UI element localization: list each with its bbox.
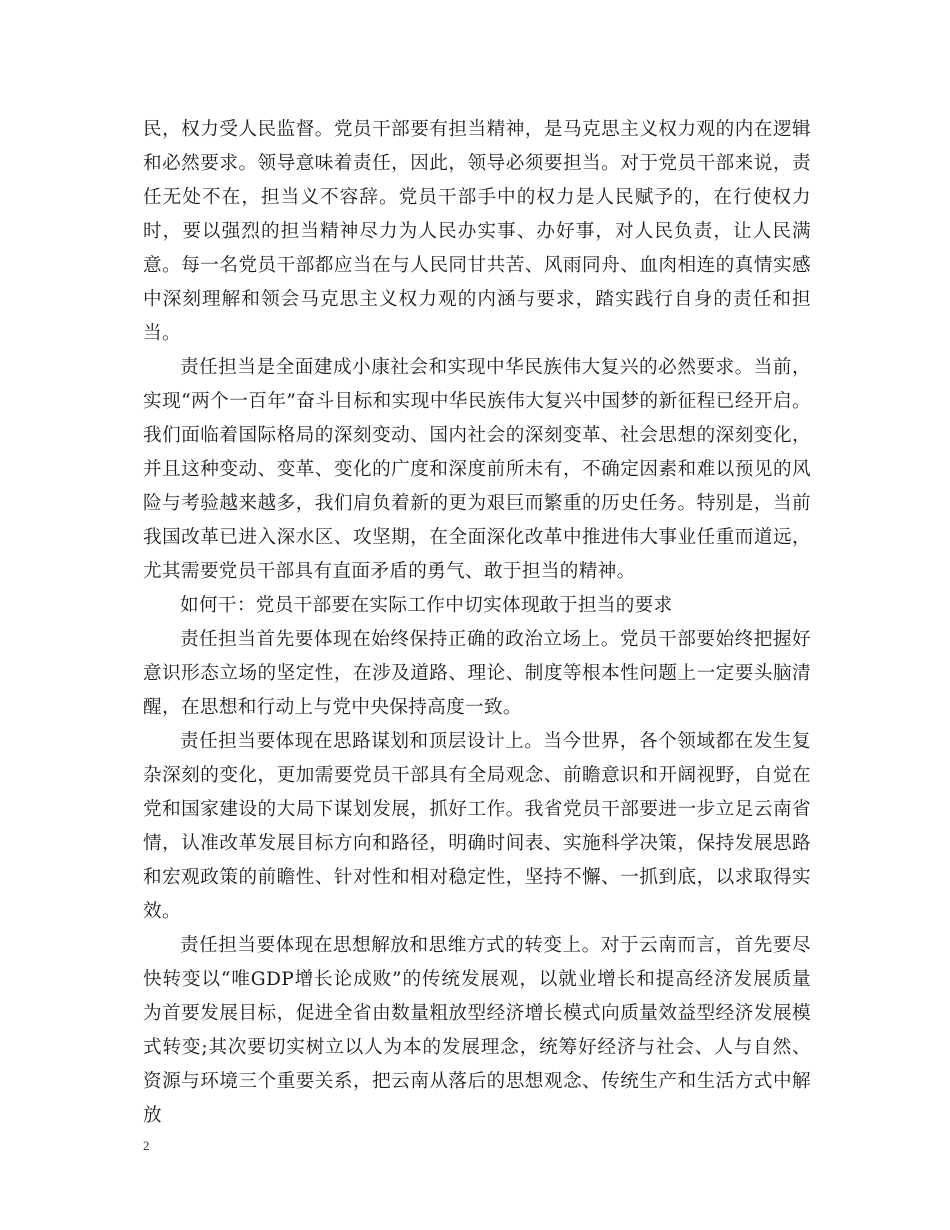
document-body (143, 113, 811, 1133)
paragraph-3: 责任担当首先要体现在始终保持正确的政治立场上。党员干部要始终把握好意识形态立场的坚定性，在涉及道路、理论、制度等根本性问题上一定要头脑清醒，在思想和行动上与党中央保持高度一致。 (143, 629, 811, 718)
paragraph-2: 责任担当是全面建成小康社会和实现中华民族伟大复兴的必然要求。当前，实现“两个一百年”奋斗目标和实现中华民族伟大复兴中国梦的新征程已经开启。我们面临着国际格局的深刻变动、国内社会的深刻变革、社会思想的深刻变化，并且这种变动、变革、变化的广度和深度前所未有，不确定因素和难以预见的风险与考验越来越多，我们肩负着新的更为艰巨而繁重的历史任务。特别是，当前我国改革已进入深水区、攻坚期，在全面深化改革中推进伟大事业任重而道远，尤其需要党员干部具有直面矛盾的勇气、敢于担当的精神。 (143, 357, 811, 582)
paragraph-4: 责任担当要体现在思路谋划和顶层设计上。当今世界，各个领域都在发生复杂深刻的变化，更加需要党员干部具有全局观念、前瞻意识和开阔视野，自觉在党和国家建设的大局下谋划发展，抓好工作。我省党员干部要进一步立足云南省情，认准改革发展目标方向和路径，明确时间表、实施科学决策，保持发展思路和宏观政策的前瞻性、针对性和相对稳定性，坚持不懈、一抓到底，以求取得实效。 (143, 731, 811, 922)
paragraph-5: 责任担当要体现在思想解放和思维方式的转变上。对于云南而言，首先要尽快转变以“唯GDP增长论成败”的传统发展观，以就业增长和提高经济发展质量为首要发展目标，促进全省由数量粗放型经济增长模式向质量效益型经济发展模式转变;其次要切实树立以人为本的发展理念，统筹好经济与社会、人与自然、资源与环境三个重要关系，把云南从落后的思想观念、传统生产和生活方式中解放 (143, 935, 811, 1126)
paragraph-1: 民，权力受人民监督。党员干部要有担当精神，是马克思主义权力观的内在逻辑和必然要求。领导意味着责任，因此，领导必须要担当。对于党员干部来说，责任无处不在，担当义不容辞。党员干部手中的权力是人民赋予的，在行使权力时，要以强烈的担当精神尽力为人民办实事、办好事，对人民负责，让人民满意。每一名党员干部都应当在与人民同甘共苦、风雨同舟、血肉相连的真情实感中深刻理解和领会马克思主义权力观的内涵与要求，踏实践行自身的责任和担当。 (143, 119, 811, 344)
page-number: 2 (143, 1138, 150, 1153)
section-heading: 如何干：党员干部要在实际工作中切实体现敢于担当的要求 (180, 595, 673, 616)
